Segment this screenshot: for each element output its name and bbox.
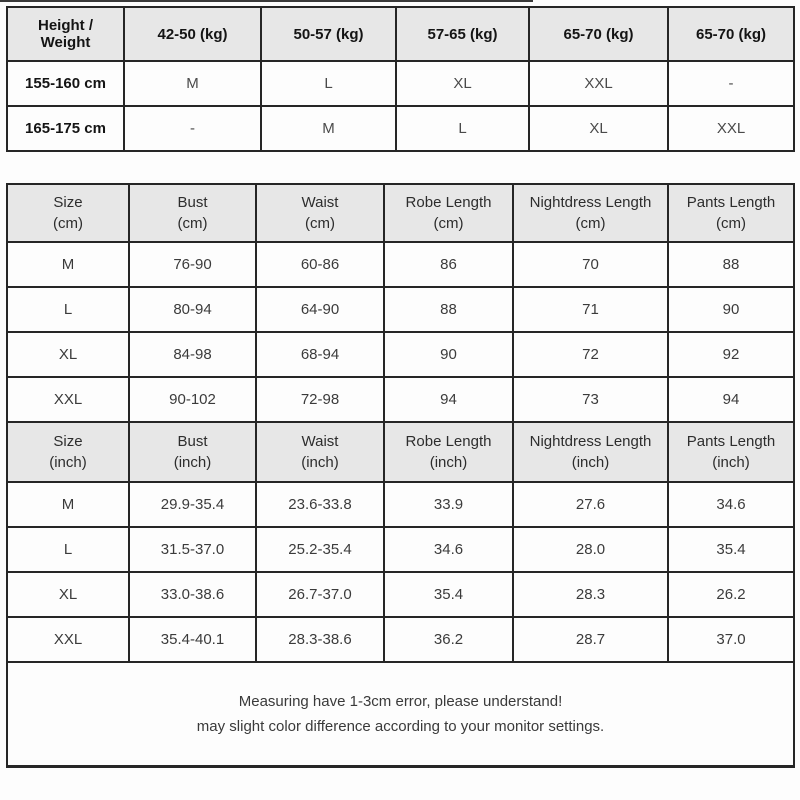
inch-header-row-cell-4 [513,422,668,482]
header-unit: (inch) [571,454,610,471]
cm-value-cell-0-2: 60-86 [256,242,384,287]
inch-header-row-cell-3 [384,422,513,482]
header-title: Pants Length [686,433,776,450]
cm-header-row-cell-0 [7,184,129,242]
hw-row-label-0: 155-160 cm [7,61,124,106]
inch-header-row-cell-1 [129,422,256,482]
inch-value-cell-0-5: 34.6 [668,482,794,527]
cm-row-0 [7,242,794,287]
inch-value-cell-0-2: 23.6-33.8 [256,482,384,527]
hw-value-cell-0-5: - [668,61,794,106]
cm-size-label-0: M [7,242,129,287]
hw-value-cell-1-1: - [124,106,261,151]
inch-value-cell-2-3: 35.4 [384,572,513,617]
note-line-1: Measuring have 1-3cm error, please understand! [238,693,563,710]
inch-value-cell-3-2: 28.3-38.6 [256,617,384,662]
inch-value-cell-1-1: 31.5-37.0 [129,527,256,572]
inch-value-cell-1-2: 25.2-35.4 [256,527,384,572]
cm-value-cell-0-3: 86 [384,242,513,287]
inch-value-cell-2-5: 26.2 [668,572,794,617]
cm-value-cell-2-4: 72 [513,332,668,377]
hw-row-label-1: 165-175 cm [7,106,124,151]
cm-value-cell-1-4: 71 [513,287,668,332]
header-title: Waist [301,194,339,211]
header-title: Bust [177,194,208,211]
header-title: Size [53,433,83,450]
cm-row-1 [7,287,794,332]
inch-header-row-cell-2 [256,422,384,482]
hw-value-cell-1-2: M [261,106,396,151]
note-row [7,662,794,767]
note-cell [7,662,794,767]
cm-value-cell-3-5: 94 [668,377,794,422]
inch-value-cell-1-4: 28.0 [513,527,668,572]
cm-header-row-cell-3 [384,184,513,242]
cm-value-cell-0-1: 76-90 [129,242,256,287]
cm-value-cell-1-2: 64-90 [256,287,384,332]
hw-header-cell-2: 50-57 (kg) [261,7,396,61]
cm-value-cell-1-5: 90 [668,287,794,332]
cm-header-row-cell-5 [668,184,794,242]
measurements-table-body [7,184,794,767]
header-title: Nightdress Length [529,194,652,211]
cm-value-cell-0-4: 70 [513,242,668,287]
header-unit: (cm) [575,215,606,232]
inch-value-cell-0-3: 33.9 [384,482,513,527]
height-weight-table [6,6,795,152]
header-unit: (cm) [53,215,83,232]
inch-value-cell-0-1: 29.9-35.4 [129,482,256,527]
height-weight-table-head [7,7,794,61]
inch-value-cell-1-5: 35.4 [668,527,794,572]
hw-value-cell-1-4: XL [529,106,668,151]
header-unit: (inch) [301,454,339,471]
cm-row-3 [7,377,794,422]
inch-header-row [7,422,794,482]
inch-size-label-3: XXL [7,617,129,662]
cm-value-cell-2-1: 84-98 [129,332,256,377]
inch-header-row-cell-5 [668,422,794,482]
header-title: Size [53,194,83,211]
inch-value-cell-3-5: 37.0 [668,617,794,662]
cm-value-cell-1-1: 80-94 [129,287,256,332]
inch-header-row-cell-0 [7,422,129,482]
inch-value-cell-1-3: 34.6 [384,527,513,572]
hw-row-1 [7,106,794,151]
inch-row-0 [7,482,794,527]
header-unit: (cm) [305,215,335,232]
cm-row-2 [7,332,794,377]
cm-size-label-2: XL [7,332,129,377]
inch-value-cell-2-2: 26.7-37.0 [256,572,384,617]
cm-value-cell-1-3: 88 [384,287,513,332]
header-title: Waist [301,433,339,450]
header-unit: (inch) [49,454,87,471]
hw-header-cell-4: 65-70 (kg) [529,7,668,61]
header-unit: (inch) [712,454,750,471]
hw-header-cell-5: 65-70 (kg) [668,7,794,61]
header-title: Robe Length [405,194,492,211]
cm-value-cell-3-1: 90-102 [129,377,256,422]
cm-value-cell-3-3: 94 [384,377,513,422]
hw-value-cell-0-2: L [261,61,396,106]
cm-value-cell-2-3: 90 [384,332,513,377]
top-edge-line [0,0,533,2]
hw-value-cell-0-1: M [124,61,261,106]
hw-header-cell-3: 57-65 (kg) [396,7,529,61]
inch-row-1 [7,527,794,572]
cm-size-label-3: XXL [7,377,129,422]
inch-value-cell-3-1: 35.4-40.1 [129,617,256,662]
inch-row-3 [7,617,794,662]
height-weight-table-body [7,61,794,151]
hw-value-cell-1-3: L [396,106,529,151]
inch-size-label-0: M [7,482,129,527]
header-title: Pants Length [686,194,776,211]
header-title: Robe Length [405,433,492,450]
hw-value-cell-0-4: XXL [529,61,668,106]
inch-value-cell-2-4: 28.3 [513,572,668,617]
header-unit: (cm) [177,215,208,232]
cm-size-label-1: L [7,287,129,332]
cm-value-cell-0-5: 88 [668,242,794,287]
hw-value-cell-0-3: XL [396,61,529,106]
inch-value-cell-3-4: 28.7 [513,617,668,662]
cm-value-cell-3-4: 73 [513,377,668,422]
cm-header-row-cell-2 [256,184,384,242]
hw-header-cell-0: Height / Weight [7,7,124,61]
hw-row-0 [7,61,794,106]
header-unit: (cm) [433,215,464,232]
inch-row-2 [7,572,794,617]
cm-header-row-cell-1 [129,184,256,242]
header-title: Bust [177,433,208,450]
measurements-table [6,183,795,768]
cm-value-cell-2-2: 68-94 [256,332,384,377]
cm-header-row [7,184,794,242]
inch-value-cell-2-1: 33.0-38.6 [129,572,256,617]
hw-header-cell-1: 42-50 (kg) [124,7,261,61]
height-weight-header-row [7,7,794,61]
cm-value-cell-2-5: 92 [668,332,794,377]
inch-value-cell-3-3: 36.2 [384,617,513,662]
note-line-2: may slight color difference according to your monitor settings. [196,718,605,735]
inch-size-label-2: XL [7,572,129,617]
inch-value-cell-0-4: 27.6 [513,482,668,527]
header-unit: (inch) [173,454,212,471]
header-unit: (inch) [429,454,468,471]
cm-value-cell-3-2: 72-98 [256,377,384,422]
header-title: Nightdress Length [529,433,652,450]
header-unit: (cm) [716,215,746,232]
hw-value-cell-1-5: XXL [668,106,794,151]
inch-size-label-1: L [7,527,129,572]
cm-header-row-cell-4 [513,184,668,242]
